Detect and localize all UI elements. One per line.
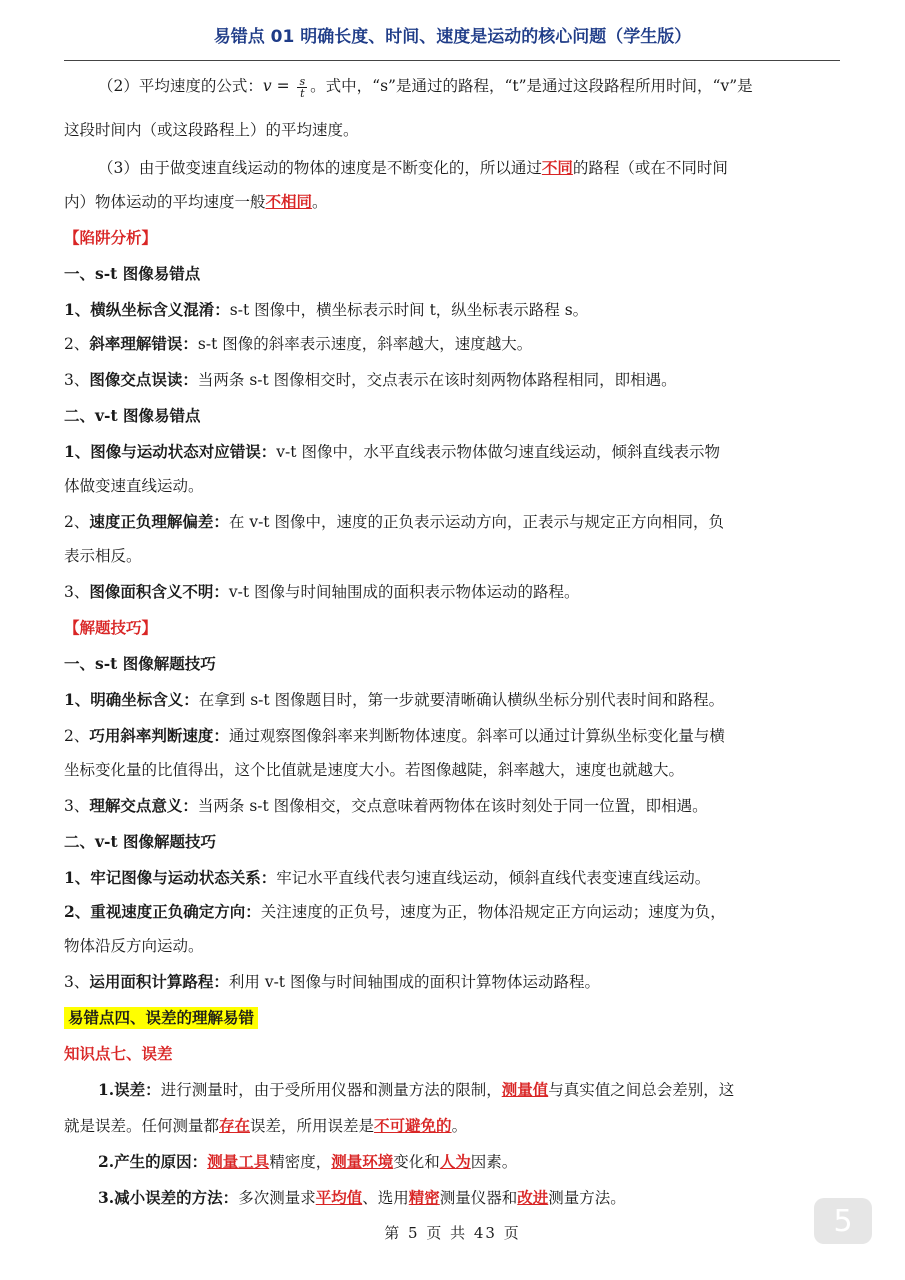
blank-answer: 不可避免的 [374,1116,452,1135]
vt-trap-item-2-cont: 表示相反。 [64,547,142,565]
trap-analysis-heading: 【陷阱分析】 [64,228,158,247]
error-reduce-line: 3.减小误差的方法：多次测量求平均值、选用精密测量仪器和改进测量方法。 [98,1188,626,1207]
vt-tips-item-1: 1、牢记图像与运动状态关系：牢记水平直线代表匀速直线运动，倾斜直线代表变速直线运动。 [64,868,711,887]
blank-answer: 不同 [541,158,573,177]
st-tips-item-1: 1、明确坐标含义：在拿到 s-t 图像题目时，第一步就要清晰确认横纵坐标分别代表时间和路程。 [64,690,725,709]
error-section-banner: 易错点四、误差的理解易错 [64,1007,258,1029]
avg-speed-def-line: 这段时间内（或这段路程上）的平均速度。 [64,121,359,139]
error-section-banner-row [64,1006,840,1030]
st-trap-item-2: 2、斜率理解错误：s-t 图像的斜率表示速度，斜率越大，速度越大。 [64,334,533,353]
vt-tips-item-2-cont: 物体沿反方向运动。 [64,937,204,955]
blank-answer: 精密 [408,1188,440,1207]
st-trap-item-3: 3、图像交点误读：当两条 s-t 图像相交时，交点表示在该时刻两物体路程相同，即相遇。 [64,370,677,389]
st-tips-item-3: 3、理解交点意义：当两条 s-t 图像相交，交点意味着两物体在该时刻处于同一位置，即相遇。 [64,796,708,815]
st-tips-title: 一、s-t 图像解题技巧 [64,654,216,673]
vt-tips-item-2: 2、重视速度正负确定方向：关注速度的正负号，速度为正，物体沿规定正方向运动；速度为负， [64,902,726,921]
knowledge-point-title: 知识点七、误差 [64,1044,173,1063]
st-trap-title: 一、s-t 图像易错点 [64,264,201,283]
st-trap-item-1: 1、横纵坐标含义混淆：s-t 图像中，横坐标表示时间 t，纵坐标表示路程 s。 [64,300,589,319]
page-header-title: 易错点 01 明确长度、时间、速度是运动的核心问题（学生版） [213,27,692,47]
vt-trap-title: 二、v-t 图像易错点 [64,406,201,425]
blank-answer: 不相同 [265,192,313,211]
blank-answer: 平均值 [315,1188,363,1207]
error-cause-line: 2.产生的原因：测量工具精密度，测量环境变化和人为因素。 [98,1152,518,1171]
vt-trap-item-2: 2、速度正负理解偏差：在 v-t 图像中，速度的正负表示运动方向，正表示与规定正方向相同，负 [64,512,724,531]
fraction-s-over-t: $\frac{s}{t}$ [299,74,306,100]
solving-tips-heading: 【解题技巧】 [64,618,158,637]
blank-answer: 存在 [219,1116,251,1135]
blank-answer: 人为 [439,1152,471,1171]
vt-trap-item-3: 3、图像面积含义不明：v-t 图像与时间轴围成的面积表示物体运动的路程。 [64,582,580,601]
vt-tips-title: 二、v-t 图像解题技巧 [64,832,216,851]
variable-speed-line-cont: 内）物体运动的平均速度一般不相同。 [64,192,328,211]
page-footer: 第 5 页 共 43 页 [384,1224,521,1242]
header-rule [64,60,840,61]
avg-speed-formula-line: （2）平均速度的公式：v = $\frac{s}{t}$ 。式中，“s”是通过的路程，“t”是通过这段路程所用时间，“v”是 [98,74,753,100]
page-number-badge: 5 [814,1198,872,1244]
blank-answer: 测量值 [501,1080,549,1099]
st-tips-item-2-cont: 坐标变化量的比值得出，这个比值就是速度大小。若图像越陡，斜率越大，速度也就越大。 [64,761,685,779]
st-tips-item-2: 2、巧用斜率判断速度：通过观察图像斜率来判断物体速度。斜率可以通过计算纵坐标变化量与横 [64,726,725,745]
error-def-line-cont: 就是误差。任何测量都存在误差，所用误差是不可避免的。 [64,1116,468,1135]
vt-trap-item-1: 1、图像与运动状态对应错误：v-t 图像中，水平直线表示物体做匀速直线运动，倾斜直线表示物 [64,442,720,461]
blank-answer: 测量环境 [331,1152,394,1171]
variable-speed-line: （3）由于做变速直线运动的物体的速度是不断变化的，所以通过不同的路程（或在不同时间 [98,158,728,177]
blank-answer: 测量工具 [207,1152,270,1171]
vt-trap-item-1-cont: 体做变速直线运动。 [64,477,204,495]
error-def-line: 1.误差：进行测量时，由于受所用仪器和测量方法的限制，测量值与真实值之间总会差别，这 [98,1080,735,1099]
vt-tips-item-3: 3、运用面积计算路程：利用 v-t 图像与时间轴围成的面积计算物体运动路程。 [64,972,600,991]
blank-answer: 改进 [517,1188,549,1207]
